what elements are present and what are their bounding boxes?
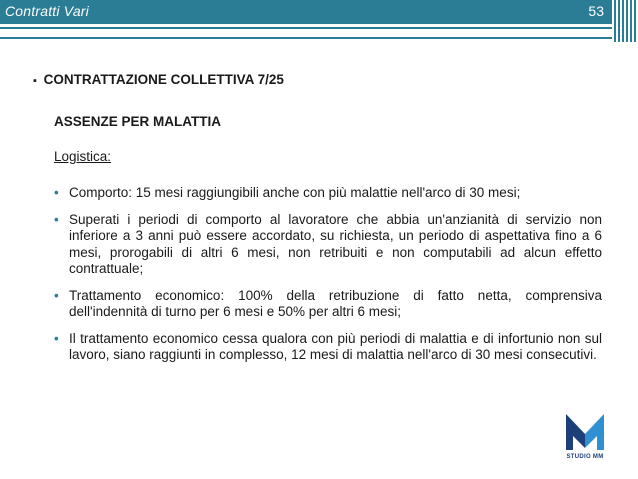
header-divider [0,27,612,29]
logo-text: STUDIO MM [566,454,604,460]
bullet-icon: • [54,330,59,346]
section-heading-text: CONTRATTAZIONE COLLETTIVA 7/25 [43,72,284,87]
list-item [54,185,602,202]
list-item [54,288,602,321]
bullet-icon: • [54,287,59,303]
bullet-list [54,185,602,374]
subheading: ASSENZE PER MALATTIA [54,114,222,129]
header-bar [0,0,612,24]
list-item-text: Comporto: 15 mesi raggiungibili anche con più malattie nell'arco di 30 mesi; [69,185,521,200]
studio-mm-logo [560,408,610,466]
list-item-text: Trattamento economico: 100% della retribuzione di fatto netta, comprensiva dell'indennità di turno per 6 mesi e 50% per altri 6 mesi; [69,287,602,319]
header-divider-lower [0,37,612,39]
list-item-text: Superati i periodi di comporto al lavoratore che abbia un'anzianità di servizio non inferiore a 3 anni può essere accordato, su richiesta, un periodo di aspettativa fino a 6 mesi, prorogabili di altri 6 mesi, non retribuiti e non computabili ad alcun effetto contrattuale; [69,211,602,276]
list-item-text: Il trattamento economico cessa qualora con più periodi di malattia e di infortunio non sul lavoro, siano raggiunti in complesso, 12 mesi di malattia nell'arco di 30 mesi consecutivi. [69,330,602,362]
square-bullet-icon: ▪ [33,75,37,87]
page-number: 53 [588,3,604,19]
section-heading [33,72,284,87]
list-item [54,212,602,278]
bullet-icon: • [54,211,59,227]
category-label: Logistica: [54,149,112,164]
header-title: Contratti Vari [5,3,89,19]
side-decoration [612,0,638,42]
list-item [54,331,602,364]
m-logo-icon [560,408,610,454]
bullet-icon: • [54,185,59,200]
